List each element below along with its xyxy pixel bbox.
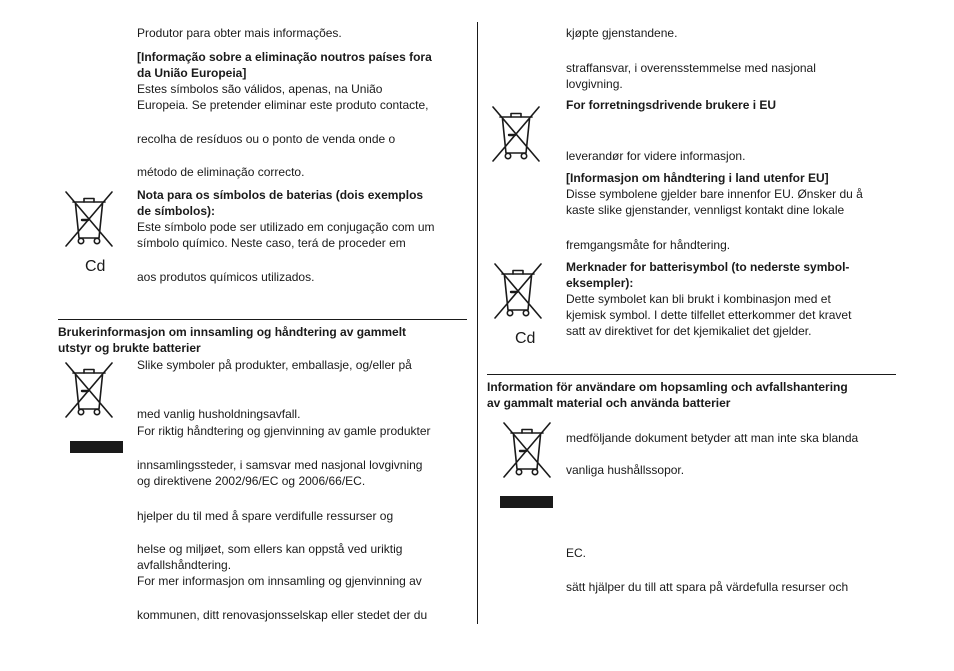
no-text-8: avfallshåndtering. [137,558,232,572]
no-section-heading-line1: Brukerinformasjon om innsamling og håndtering av gammelt [58,325,407,339]
cd-chemical-symbol: Cd [515,330,536,347]
section-divider [58,319,467,320]
no-text-1: Slike symboler på produkter, emballasje, og/eller på [137,358,412,372]
pt-outside-text-4: método de eliminação correcto. [137,165,305,179]
pt-battery-text-2: símbolo químico. Neste caso, terá de proceder em [137,236,406,250]
no-section-heading-line2: utstyr og brukte batterier [58,341,201,355]
cd-chemical-symbol: Cd [85,258,106,275]
no-outside-text-3: fremgangsmåte for håndtering. [566,238,731,252]
black-bar-symbol [70,441,123,453]
no-text-9: For mer informasjon om innsamling og gjenvinning av [137,574,422,588]
sv-text-3: EC. [566,546,587,560]
no-eu-business-heading: For forretningsdrivende brukere i EU [566,98,777,112]
sv-text-2: vanliga hushållssopor. [566,463,685,477]
pt-battery-text-1: Este símbolo pode ser utilizado em conjugação com um [137,220,435,234]
no-text-6: hjelper du til med å spare verdifulle ressurser og [137,509,394,523]
no-battery-heading-line1: Merknader for batterisymbol (to nederste symbol- [566,260,850,274]
crossed-bin-icon [491,104,541,164]
no-text-3: For riktig håndtering og gjenvinning av gamle produkter [137,424,431,438]
no-battery-text-1: Dette symbolet kan bli brukt i kombinasjon med et [566,292,831,306]
no-battery-text-3: satt av direktivet for det kjemikaliet det gjelder. [566,324,812,338]
pt-battery-heading-line2: de símbolos): [137,204,216,218]
pt-outside-text-1: Estes símbolos são válidos, apenas, na União [137,82,383,96]
no-text-2: med vanlig husholdningsavfall. [137,407,301,421]
no-eu-business-text: leverandør for videre informasjon. [566,149,746,163]
pt-outside-text-2: Europeia. Se pretender eliminar este produto contacte, [137,98,429,112]
sv-text-4: sätt hjälper du till att spara på värdefulla resurser och [566,580,849,594]
no-outside-heading: [Informasjon om håndtering i land utenfor EU] [566,171,829,185]
crossed-bin-icon [502,420,552,480]
section-divider [487,374,896,375]
sv-section-heading-line2: av gammalt material och använda batterier [487,396,731,410]
no-text-13: lovgivning. [566,77,623,91]
no-battery-text-2: kjemisk symbol. I dette tilfellet etterkommer det kravet [566,308,852,322]
no-battery-heading-line2: eksempler): [566,276,634,290]
pt-battery-text-3: aos produtos químicos utilizados. [137,270,315,284]
sv-text-1: medföljande dokument betyder att man inte ska blanda [566,431,859,445]
pt-outside-heading-line1: [Informação sobre a eliminação noutros países fora [137,50,432,64]
crossed-bin-icon [64,360,114,420]
pt-outside-text-3: recolha de resíduos ou o ponto de venda onde o [137,132,396,146]
no-text-12: straffansvar, i overensstemmelse med nasjonal [566,61,816,75]
black-bar-symbol [500,496,553,508]
crossed-bin-icon [493,261,543,321]
pt-outside-heading-line2: da União Europeia] [137,66,247,80]
no-outside-text-1: Disse symbolene gjelder bare innenfor EU. Ønsker du å [566,187,863,201]
no-text-7: helse og miljøet, som ellers kan oppstå ved uriktig [137,542,403,556]
pt-continued-text: Produtor para obter mais informações. [137,26,342,40]
pt-battery-heading-line1: Nota para os símbolos de baterias (dois exemplos [137,188,424,202]
no-text-10: kommunen, ditt renovasjonsselskap eller stedet der du [137,608,428,622]
column-divider [477,22,478,624]
sv-section-heading-line1: Information för användare om hopsamling och avfallshantering [487,380,848,394]
no-outside-text-2: kaste slike gjenstander, vennligst kontakt dine lokale [566,203,845,217]
no-text-5: og direktivene 2002/96/EC og 2006/66/EC. [137,474,366,488]
no-text-4: innsamlingssteder, i samsvar med nasjonal lovgivning [137,458,423,472]
no-text-11: kjøpte gjenstandene. [566,26,678,40]
crossed-bin-icon [64,189,114,249]
